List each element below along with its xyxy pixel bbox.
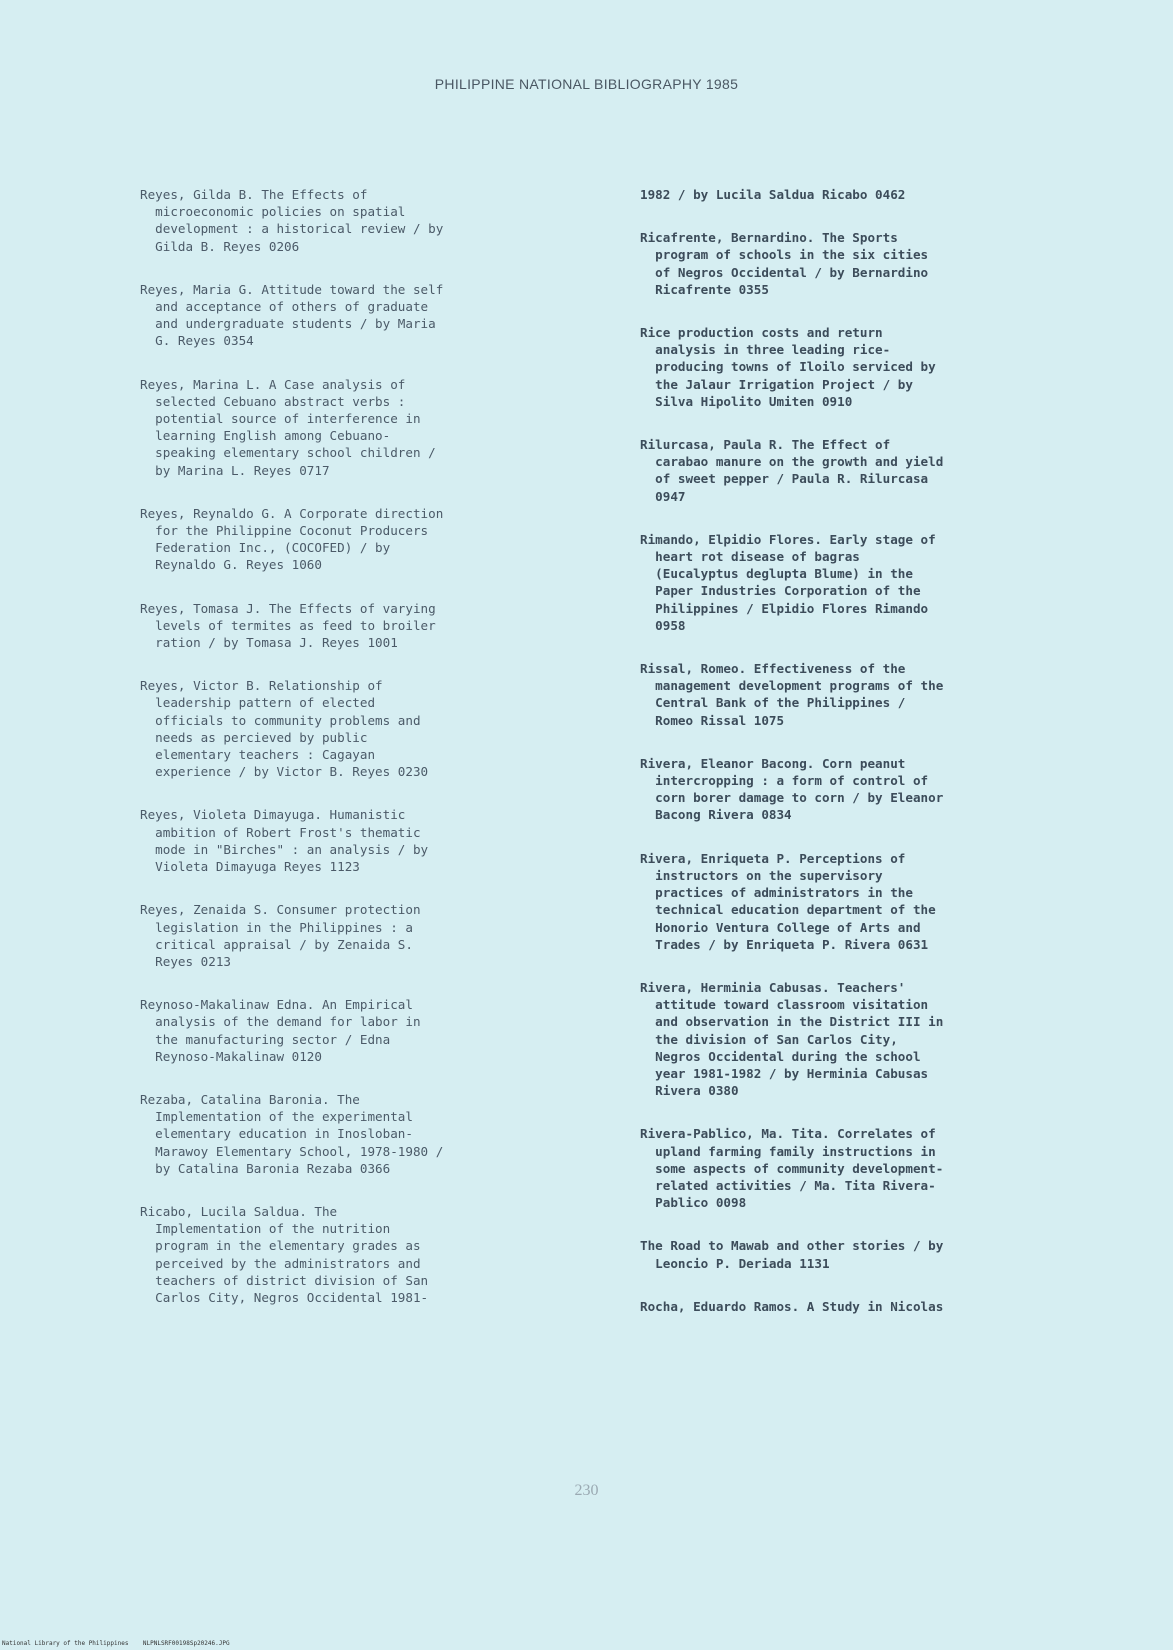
- bibliography-entry: Rivera-Pablico, Ma. Tita. Correlates of upland farming family instructions in some aspects of community development- related activities / Ma. Tita Rivera- Pablico 0098: [640, 1126, 944, 1211]
- bibliography-entry: Rivera, Enriqueta P. Perceptions of instructors on the supervisory practices of administrators in the technical education department of the Honorio Ventura College of Arts and Trades / by Enriqueta P. Rivera 0631: [640, 850, 936, 952]
- bibliography-entry: Reyes, Maria G. Attitude toward the self and acceptance of others of graduate and undergraduate students / by Maria G. Reyes 0354: [140, 281, 444, 349]
- left-column: [140, 186, 610, 1332]
- bibliography-entry: Ricabo, Lucila Saldua. The Implementation of the nutrition program in the elementary grades as perceived by the administrators and teachers of district division of San Carlos City, Negros Occidental 1981-: [140, 1203, 429, 1305]
- bibliography-entry: Rocha, Eduardo Ramos. A Study in Nicolas: [640, 1298, 944, 1314]
- bibliography-entry: Reyes, Marina L. A Case analysis of selected Cebuano abstract verbs : potential source of interference in learning English among Cebuano- speaking elementary school children / by Marina L. Reyes 0717: [140, 376, 436, 478]
- bibliography-entry: Ricafrente, Bernardino. The Sports program of schools in the six cities of Negros Occidental / by Bernardino Ricafrente 0355: [640, 230, 929, 297]
- bibliography-entry: Reyes, Tomasa J. The Effects of varying levels of termites as feed to broiler ration / by Tomasa J. Reyes 1001: [140, 600, 436, 651]
- bibliography-entry: Reyes, Victor B. Relationship of leadership pattern of elected officials to community problems and needs as percieved by public elementary teachers : Cagayan experience / by Victor B. Reyes 0230: [140, 678, 429, 780]
- bibliography-entry: Rivera, Herminia Cabusas. Teachers' attitude toward classroom visitation and observation in the District III in the division of San Carlos City, Negros Occidental during the school year 1981-1982 / by Herminia Cabusas Rivera 0380: [640, 979, 944, 1099]
- right-column: [640, 186, 1110, 1341]
- bibliography-entry: Reyes, Violeta Dimayuga. Humanistic ambition of Robert Frost's thematic mode in "Birches" : an analysis / by Violeta Dimayuga Reyes 1123: [140, 807, 429, 875]
- bibliography-entry: Rilurcasa, Paula R. The Effect of carabao manure on the growth and yield of sweet pepper / Paula R. Rilurcasa 0947: [640, 437, 944, 504]
- scan-footer: National Library of the Philippines NLPNLSRF00198Sp20246.JPG: [2, 1640, 230, 1647]
- bibliography-entry: Rissal, Romeo. Effectiveness of the management development programs of the Central Bank of the Philippines / Romeo Rissal 1075: [640, 661, 944, 728]
- bibliography-entry: 1982 / by Lucila Saldua Ricabo 0462: [640, 187, 906, 202]
- page-header: PHILIPPINE NATIONAL BIBLIOGRAPHY 1985: [434, 76, 739, 92]
- bibliography-entry: Rivera, Eleanor Bacong. Corn peanut intercropping : a form of control of corn borer damage to corn / by Eleanor Bacong Rivera 0834: [640, 755, 944, 823]
- bibliography-entry: Rezaba, Catalina Baronia. The Implementation of the experimental elementary education in Inosloban- Marawoy Elementary School, 1978-1980 / by Catalina Baronia Rezaba 0366: [140, 1091, 444, 1176]
- bibliography-entry: Reyes, Reynaldo G. A Corporate direction for the Philippine Coconut Producers Federation Inc., (COCOFED) / by Reynaldo G. Reyes 1060: [140, 505, 444, 573]
- bibliography-entry: Rice production costs and return analysis in three leading rice- producing towns of Iloilo serviced by the Jalaur Irrigation Project / by Silva Hipolito Umiten 0910: [640, 325, 936, 409]
- page-number: 230: [574, 1482, 599, 1499]
- bibliography-entry: Reynoso-Makalinaw Edna. An Empirical analysis of the demand for labor in the manufacturing sector / Edna Reynoso-Makalinaw 0120: [140, 997, 421, 1064]
- bibliography-entry: Rimando, Elpidio Flores. Early stage of heart rot disease of bagras (Eucalyptus deglupta Blume) in the Paper Industries Corporation of the Philippines / Elpidio Flores Rimando 0958: [640, 531, 936, 633]
- bibliography-entry: Reyes, Gilda B. The Effects of microeconomic policies on spatial development : a historical review / by Gilda B. Reyes 0206: [140, 187, 444, 254]
- bibliography-entry: The Road to Mawab and other stories / by Leoncio P. Deriada 1131: [640, 1238, 944, 1271]
- bibliography-entry: Reyes, Zenaida S. Consumer protection legislation in the Philippines : a critical appraisal / by Zenaida S. Reyes 0213: [140, 902, 421, 969]
